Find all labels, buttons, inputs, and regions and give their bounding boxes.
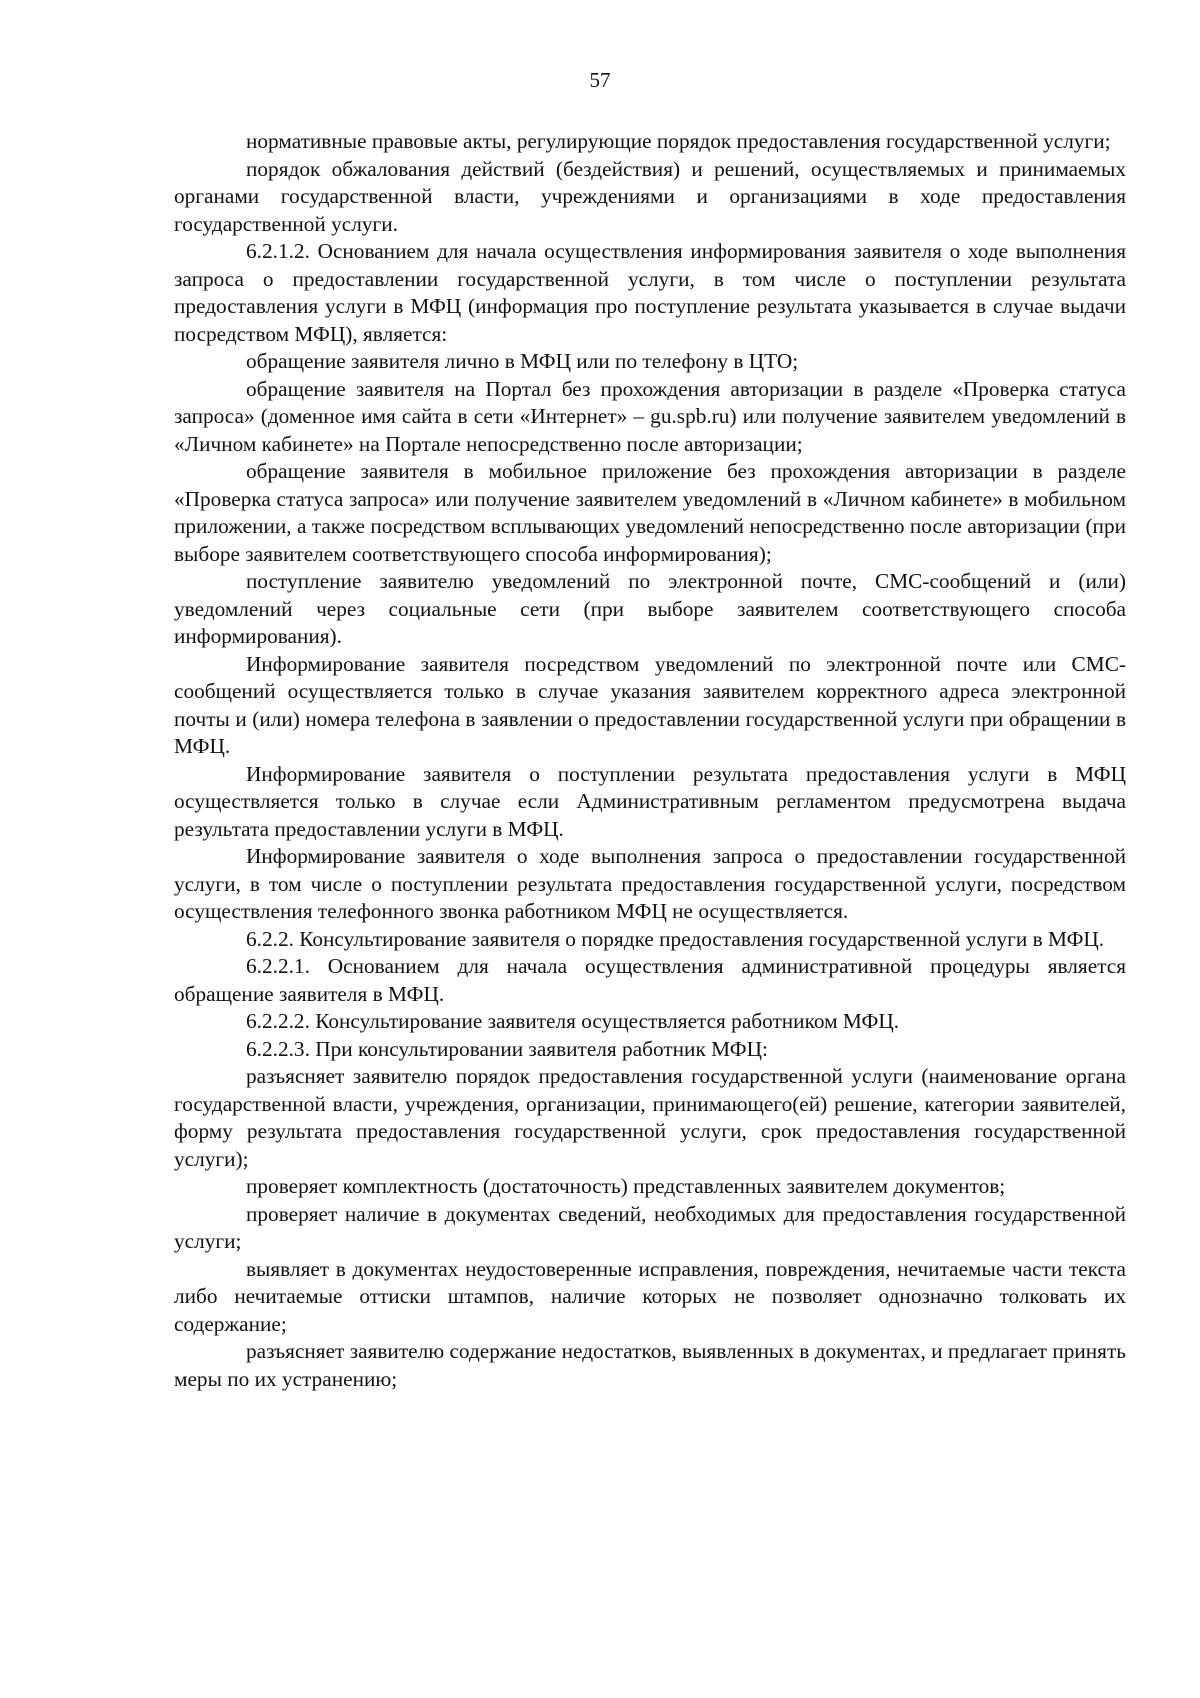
- paragraph: 6.2.1.2. Основанием для начала осуществления информирования заявителя о ходе выполнения запроса о предоставлении государственной услуги, в том числе о поступлении результата предоставления услуги в МФЦ (информация про поступление результата указывается в случае выдачи посредством МФЦ), является:: [174, 239, 1126, 346]
- paragraph: Информирование заявителя о ходе выполнения запроса о предоставлении государственной услуги, в том числе о поступлении результата предоставления государственной услуги, посредством осуществления телефонного звонка работником МФЦ не осуществляется.: [174, 844, 1126, 923]
- paragraph: 6.2.2. Консультирование заявителя о порядке предоставления государственной услуги в МФЦ.: [246, 926, 1105, 951]
- paragraph: 6.2.2.2. Консультирование заявителя осуществляется работником МФЦ.: [246, 1009, 900, 1033]
- page-number: 57: [589, 68, 611, 92]
- paragraph: порядок обжалования действий (бездействия) и решений, осуществляемых и принимаемых органами государственной власти, учреждениями и организациями в ходе предоставления государственной услуги.: [174, 156, 1126, 236]
- document-body: [174, 128, 1126, 1393]
- paragraph: проверяет комплектность (достаточность) представленных заявителем документов;: [246, 1174, 1006, 1198]
- paragraph: обращение заявителя лично в МФЦ или по телефону в ЦТО;: [246, 349, 799, 373]
- paragraph: 6.2.2.3. При консультировании заявителя работник МФЦ:: [246, 1036, 768, 1061]
- paragraph: выявляет в документах неудостоверенные исправления, повреждения, нечитаемые части текста либо нечитаемые оттиски штампов, наличие которых не позволяет однозначно толковать их содержание;: [174, 1256, 1126, 1336]
- paragraph: нормативные правовые акты, регулирующие порядок предоставления государственной услуги;: [246, 129, 1111, 153]
- paragraph: поступление заявителю уведомлений по электронной почте, СМС-сообщений и (или) уведомлений через социальные сети (при выборе заявителем соответствующего способа информирования).: [174, 569, 1126, 648]
- paragraph: Информирование заявителя посредством уведомлений по электронной почте или СМС-сообщений осуществляется только в случае указания заявителем корректного адреса электронной почты и (или) номера телефона в заявлении о предоставлении государственной услуги при обращении в МФЦ.: [174, 651, 1126, 758]
- paragraph: Информирование заявителя о поступлении результата предоставления услуги в МФЦ осуществляется только в случае если Административным регламентом предусмотрена выдача результата предоставлении услуги в МФЦ.: [174, 761, 1126, 841]
- paragraph: разъясняет заявителю порядок предоставления государственной услуги (наименование органа государственной власти, учреждения, организации, принимающего(ей) решение, категории заявителей, форму результата предоставления государственной услуги, срок предоставления государственной услуги);: [174, 1064, 1126, 1171]
- paragraph: разъясняет заявителю содержание недостатков, выявленных в документах, и предлагает принять меры по их устранению;: [174, 1339, 1126, 1391]
- paragraph: проверяет наличие в документах сведений, необходимых для предоставления государственной услуги;: [174, 1201, 1126, 1253]
- paragraph: обращение заявителя на Портал без прохождения авторизации в разделе «Проверка статуса запроса» (доменное имя сайта в сети «Интернет» – gu.spb.ru) или получение заявителем уведомлений в «Личном кабинете» на Портале непосредственно после авторизации;: [174, 376, 1126, 456]
- paragraph: обращение заявителя в мобильное приложение без прохождения авторизации в разделе «Проверка статуса запроса» или получение заявителем уведомлений в «Личном кабинете» в мобильном приложении, а также посредством всплывающих уведомлений непосредственно после авторизации (при выборе заявителем соответствующего способа информирования);: [174, 459, 1126, 566]
- paragraph: 6.2.2.1. Основанием для начала осуществления административной процедуры является обращение заявителя в МФЦ.: [174, 954, 1126, 1006]
